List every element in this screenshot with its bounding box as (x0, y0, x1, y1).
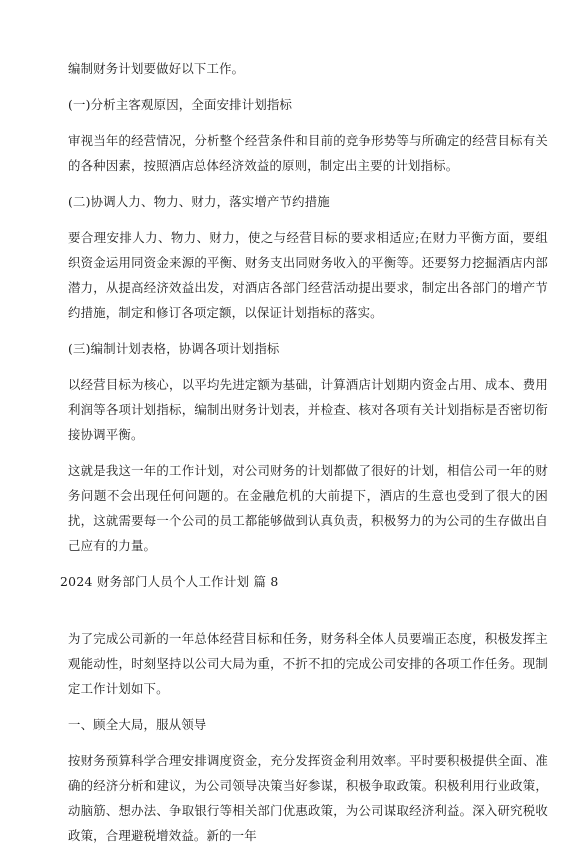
section2-title: 2024 财务部门人员个人工作计划 篇 8 (60, 574, 279, 589)
section1-intro: 编制财务计划要做好以下工作。 (68, 61, 245, 76)
section1-item3-heading: (三)编制计划表格，协调各项计划指标 (68, 341, 280, 356)
section2-item1-heading: 一、顾全大局，服从领导 (68, 717, 207, 732)
document-page (60, 56, 548, 859)
section2-item1-body: 按财务预算科学合理安排调度资金，充分发挥资金利用效率。平时要积极提供全面、准确的经济分析和建议，为公司领导决策当好参谋，积极争取政策。积极利用行业政策，动脑筋、想办法、争取银行等相关部门优惠政策，为公司谋取经济利益。深入研究税收政策，合理避税增效益。新的一年 (68, 753, 548, 843)
section1-conclusion: 这就是我这一年的工作计划，对公司财务的计划都做了很好的计划，相信公司一年的财务问题不会出现任何问题的。在金融危机的大前提下，酒店的生意也受到了很大的困扰，这就需要每一个公司的员工都能够做到认真负责，积极努力的为公司的生存做出自己应有的力量。 (68, 463, 548, 553)
section1-item1-body: 审视当年的经营情况，分析整个经营条件和目前的竞争形势等与所确定的经营目标有关的各种因素，按照酒店总体经济效益的原则，制定出主要的计划指标。 (68, 133, 548, 173)
section1-item2-heading: (二)协调人力、物力、财力，落实增产节约措施 (68, 194, 330, 209)
section1-item1-heading: (一)分析主客观原因，全面安排计划指标 (68, 97, 293, 112)
section2-intro: 为了完成公司新的一年总体经营目标和任务，财务科全体人员要端正态度，积极发挥主观能动性，时刻坚持以公司大局为重，不折不扣的完成公司安排的各项工作任务。现制定工作计划如下。 (68, 631, 548, 696)
section1-item2-body: 要合理安排人力、物力、财力，使之与经营目标的要求相适应;在财力平衡方面，要组织资金运用同资金来源的平衡、财务支出同财务收入的平衡等。还要努力挖掘酒店内部潜力，从提高经济效益出发，对酒店各部门经营活动提出要求，制定出各部门的增产节约措施，制定和修订各项定额，以保证计划指标的落实。 (68, 230, 548, 320)
section1-item3-body: 以经营目标为核心，以平均先进定额为基础，计算酒店计划期内资金占用、成本、费用利润等各项计划指标，编制出财务计划表，并检查、核对各项有关计划指标是否密切衔接协调平衡。 (68, 377, 548, 442)
